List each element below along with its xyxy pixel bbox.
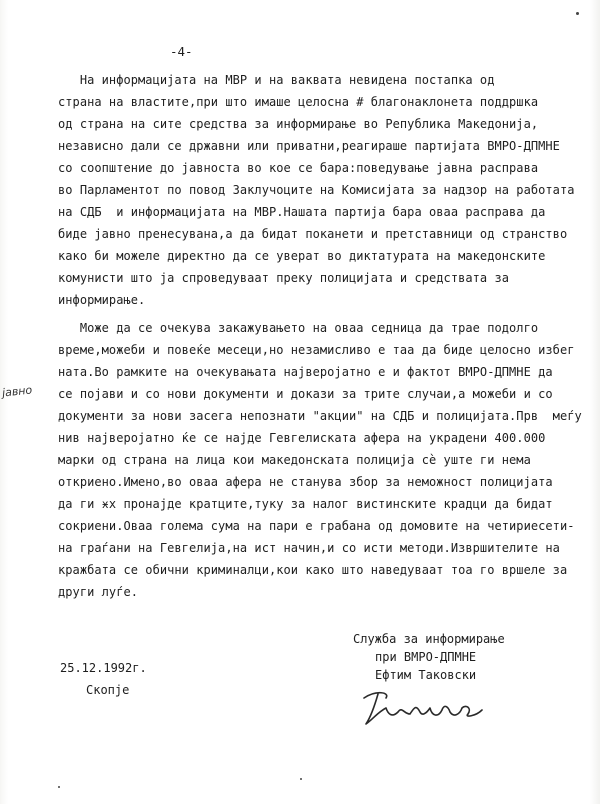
scan-speck [300, 778, 302, 780]
body-line: откриено.Имено,во оваа афера не станува збор за неможност полицијата [58, 475, 553, 489]
handwritten-margin-note: јавно [1, 383, 33, 400]
signature-org-line1: Служба за информирање [353, 632, 505, 646]
body-line: на граѓани на Гевгелија,на ист начин,и со исти методи.Извршителите на [58, 541, 560, 555]
body-line: марки од страна на лица кои македонската полиција сѐ уште ги нема [58, 453, 531, 467]
body-line: страна на властите,при што имаше целосна # благонаклонета поддршка [58, 95, 539, 109]
body-line: други луѓе. [58, 585, 139, 599]
body-line: време,можеби и повеќе месеци,но незамисливо е таа да биде целосно избег [58, 343, 575, 357]
body-line: да ги ӿх пронајде кратците,туку за налог вистинските крадци да бидат [58, 497, 553, 511]
body-line: документи за нови засега непознати "акции" на СДБ и полицијата.Прв меѓу [58, 409, 582, 423]
body-line: независно дали се државни или приватни,реагираше партијата ВМРО-ДПМНЕ [58, 139, 560, 153]
signature-org-line2: при ВМРО-ДПМНЕ [375, 650, 477, 664]
body-line: на СДБ и информацијата на МВР.Нашата партија бара оваа расправа да [58, 205, 546, 219]
body-line: кражбата се обични криминалци,кои како што наведуваат тоа го вршеле за [58, 563, 568, 577]
body-line: биде јавно пренесувана,а да бидат поканети и претставници од странство [58, 227, 568, 241]
body-line: Може да се очекува закажувањето на оваа седница да трае подолго [58, 321, 539, 335]
body-line: ната.Во рамките на очекувањата најверојатно е и фактот ВМРО-ДПМНЕ да [58, 365, 553, 379]
scan-speck [58, 786, 60, 788]
body-line: сокриени.Оваа голема сума на пари е грабана од домовите на четириесети- [58, 519, 575, 533]
handwritten-signature [356, 684, 496, 732]
body-line: На информацијата на МВР и на ваквата невидена постапка од [58, 73, 495, 87]
body-line: како би можеле директно да се уверат во диктатурата на македонските [58, 249, 546, 263]
body-line: од страна на сите средства за информирање во Република Македонија, [58, 117, 539, 131]
body-line: се појави и со нови документи и докази за трите случаи,а можеби и со [58, 387, 553, 401]
signature-block [353, 630, 505, 684]
document-place: Скопје [86, 683, 130, 697]
page-number: -4- [170, 44, 193, 59]
scan-speck [576, 12, 579, 15]
signatory-name: Ефтим Таковски [375, 668, 477, 682]
body-line: во Парламентот по повод Заклучоците на Комисијата за надзор на работата [58, 183, 575, 197]
body-line: комунисти што ја спроведуваат преку полицијата и средствата за [58, 271, 510, 285]
body-line: со соопштение до јавноста во кое се бара:поведување јавна расправа [58, 161, 539, 175]
body-line: информирање. [58, 293, 146, 307]
document-date: 25.12.1992г. [60, 661, 147, 675]
body-line: нив најверојатно ќе се најде Гевгелиската афера на украдени 400.000 [58, 431, 546, 445]
date-place-block [60, 657, 147, 701]
